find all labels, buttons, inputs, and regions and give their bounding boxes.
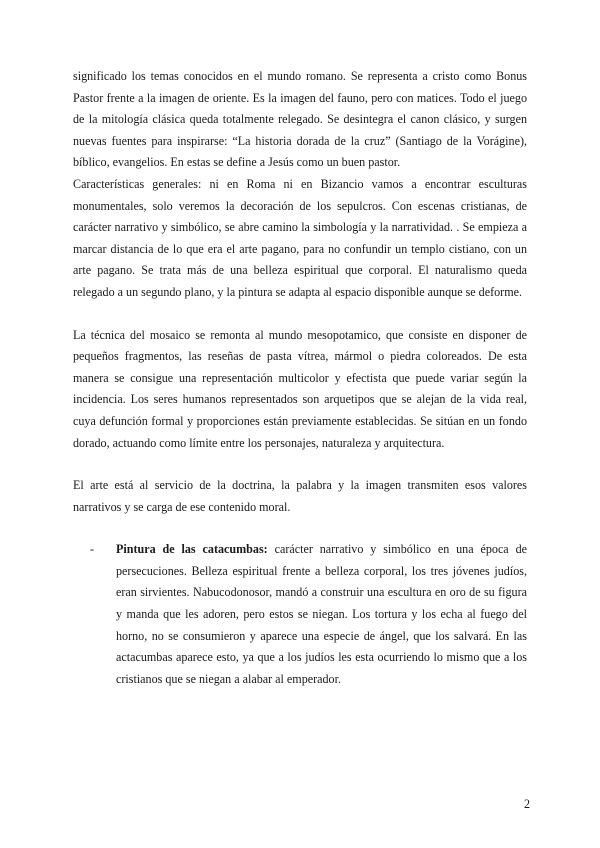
page-number: 2 — [523, 797, 530, 811]
paragraph-caracteristicas-generales: Características generales: ni en Roma ni en Bizancio vamos a encontrar esculturas monumentales, solo veremos la decoración de los sepulcros. Con escenas cristianas, de carácter narrativo y simbólico, se abre camino la simbología y la narratividad. . Se empieza a marcar distancia de lo que era el arte pagano, para no confundir un templo cistiano, con un arte pagano. Se trata más de una belleza espiritual que corporal. El naturalismo queda relegado a un segundo plano, y la pintura se adapta al espacio disponible aunque se deforme. — [73, 176, 527, 299]
list-item-term: Pintura de las catacumbas: — [116, 542, 268, 557]
document-page — [73, 66, 527, 690]
list-item — [73, 539, 527, 690]
paragraph-arte-doctrina: El arte está al servicio de la doctrina, la palabra y la imagen transmiten esos valores narrativos y se carga de ese contenido moral. — [73, 478, 527, 514]
paragraph-mundo-romano: significado los temas conocidos en el mundo romano. Se representa a cristo como Bonus Pastor frente a la imagen de oriente. Es la imagen del fauno, pero con matices. Todo el juego de la mitología clásica queda totalmente relegado. Se desintegra el canon clásico, y surgen nuevas fuentes para inspirarse: “La historia dorada de la cruz” (Santiago de la Vorágine), bíblico, evangelios. En estas se define a Jesús como un buen pastor. — [73, 69, 527, 170]
list-bullet: - — [90, 542, 95, 557]
bullet-list — [73, 539, 527, 690]
paragraph-tecnica-mosaico: La técnica del mosaico se remonta al mundo mesopotamico, que consiste en disponer de pequeños fragmentos, las reseñas de pasta vítrea, mármol o piedra coloreados. De esta manera se consigue una representación multicolor y efectista que puede variar según la incidencia. Los seres humanos representados son arquetipos que se alejan de la vida real, cuya defunción formal y proporciones están previamente establecidas. Se sitúan en un fondo dorado, actuando como límite entre los personajes, naturaleza y arquitectura. — [73, 327, 527, 450]
list-item-text: carácter narrativo y simbólico en una época de persecuciones. Belleza espiritual frente a belleza corporal, los tres jóvenes judíos, eran sirvientes. Nabucodonosor, mandó a construir una escultura en oro de su figura y manda que les adoren, pero estos se niegan. Los tortura y los echa al fuego del horno, no se consumieron y aparece una especie de ángel, que los salvará. En las actacumbas aparece esto, ya que a los judíos les esta ocurriendo lo mismo que a los cristianos que se niegan a alabar al emperador. — [116, 542, 527, 686]
